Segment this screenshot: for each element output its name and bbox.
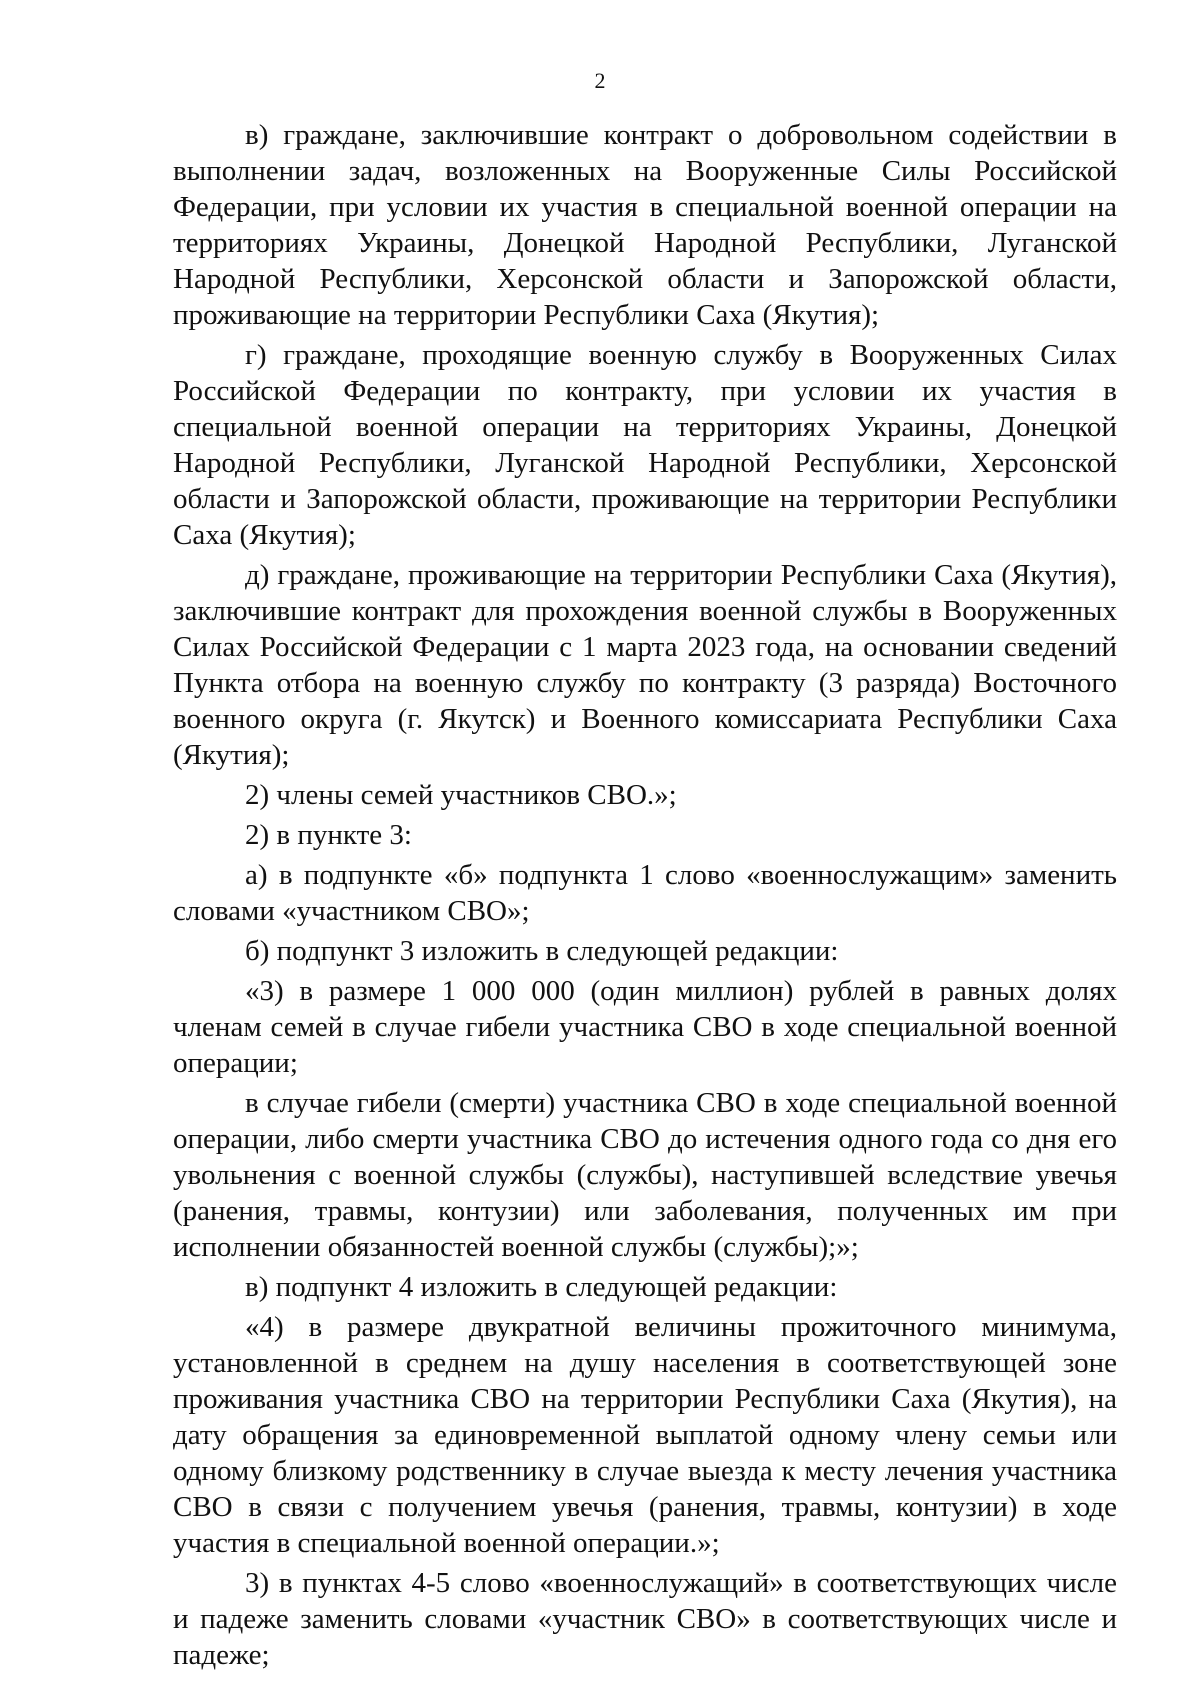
paragraph-point-3-heading: 2) в пункте 3: — [245, 819, 412, 851]
document-body — [173, 117, 1117, 1677]
paragraph-new-subitem-4: «4) в размере двукратной величины прожиточного минимума, установленной в среднем на душу населения в соответствующей зоне проживания участника СВО на территории Республики Саха (Якутия), на дату обращения за единовременной выплатой одному члену семьи или одному близкому родственнику в случае выезда к месту лечения участника СВО в связи с получением увечья (ранения, травмы, контузии) в ходе участия в специальной военной операции.»; — [173, 1311, 1117, 1559]
paragraph-family-members: 2) члены семей участников СВО.»; — [245, 779, 677, 811]
paragraph-subitem-d: д) граждане, проживающие на территории Республики Саха (Якутия), заключившие контракт для прохождения военной службы в Вооруженных Силах Российской Федерации с 1 марта 2023 года, на основании сведений Пункта отбора на военную службу по контракту (3 разряда) Восточного военного округа (г. Якутск) и Военного комиссариата Республики Саха (Якутия); — [173, 559, 1117, 771]
paragraph-subitem-v: в) граждане, заключившие контракт о добровольном содействии в выполнении задач, возложенных на Вооруженные Силы Российской Федерации, при условии их участия в специальной военной операции на территориях Украины, Донецкой Народной Республики, Луганской Народной Республики, Херсонской области и Запорожской области, проживающие на территории Республики Саха (Якутия); — [173, 119, 1117, 331]
page-number: 2 — [594, 68, 606, 93]
paragraph-subitem-g: г) граждане, проходящие военную службу в Вооруженных Силах Российской Федерации по контракту, при условии их участия в специальной военной операции на территориях Украины, Донецкой Народной Республики, Луганской Народной Республики, Херсонской области и Запорожской области, проживающие на территории Республики Саха (Якутия); — [173, 339, 1117, 551]
paragraph-death-case: в случае гибели (смерти) участника СВО в ходе специальной военной операции, либо смерти участника СВО до истечения одного года со дня его увольнения с военной службы (службы), наступившей вследствие увечья (ранения, травмы, контузии) или заболевания, полученных им при исполнении обязанностей военной службы (службы);»; — [173, 1087, 1117, 1263]
paragraph-new-subitem-3: «3) в размере 1 000 000 (один миллион) рублей в равных долях членам семей в случае гибели участника СВО в ходе специальной военной операции; — [173, 975, 1117, 1079]
paragraph-points-4-5: 3) в пунктах 4-5 слово «военнослужащий» в соответствующих числе и падеже заменить словами «участник СВО» в соответствующих числе и падеже; — [173, 1567, 1117, 1671]
paragraph-amendment-v: в) подпункт 4 изложить в следующей редакции: — [245, 1271, 838, 1303]
paragraph-amendment-b: б) подпункт 3 изложить в следующей редакции: — [245, 935, 839, 967]
paragraph-amendment-a: а) в подпункте «б» подпункта 1 слово «военнослужащим» заменить словами «участником СВО»; — [173, 859, 1117, 927]
